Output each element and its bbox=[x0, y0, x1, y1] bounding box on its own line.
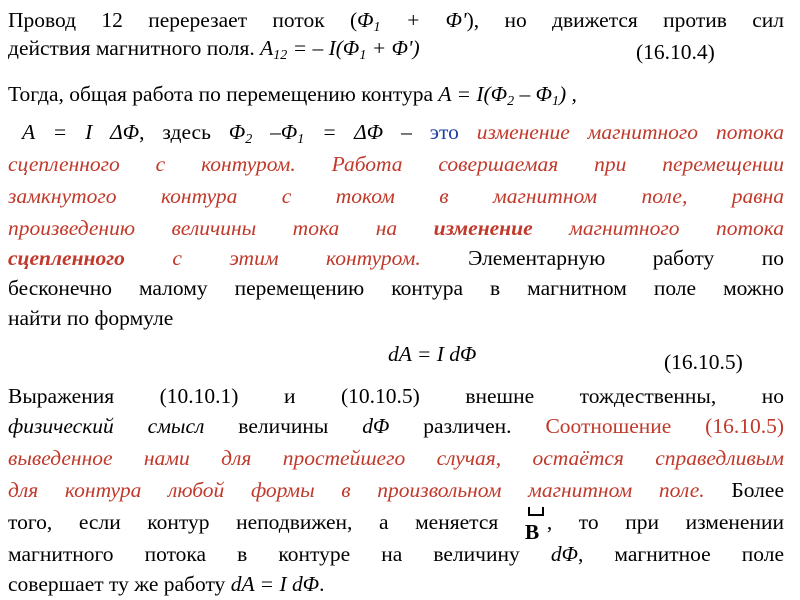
subscript: 2 bbox=[507, 94, 515, 109]
text-line bbox=[22, 118, 784, 146]
vector-arrow bbox=[528, 514, 544, 516]
text-run: Φ bbox=[357, 8, 374, 32]
text-run: для контура любой формы в произвольном магнитном поле. bbox=[8, 478, 705, 502]
text-run: величины bbox=[204, 414, 363, 438]
text-run: физический смысл bbox=[8, 414, 205, 438]
text-run: = ΔΦ bbox=[304, 120, 384, 144]
subscript: 12 bbox=[273, 48, 288, 63]
text-run: , то при изменении bbox=[546, 510, 784, 534]
text-run: совершает ту же работу bbox=[8, 572, 231, 596]
text-run: . bbox=[319, 572, 325, 596]
text-run: Элементарную работу по bbox=[420, 246, 785, 270]
text-line bbox=[8, 6, 784, 34]
formula: A = I ΔΦ bbox=[22, 120, 140, 144]
text-run: B bbox=[524, 520, 540, 544]
text-run: = – I(Φ bbox=[287, 36, 360, 60]
text-line bbox=[8, 476, 784, 504]
equation-number: (16.10.5) bbox=[664, 350, 743, 374]
text-line: Выражения (10.10.1) и (10.10.5) внешне тождественны, но bbox=[8, 384, 784, 408]
text-run: + Φ') bbox=[366, 36, 420, 60]
equation-number: (16.10.4) bbox=[636, 40, 715, 64]
text-run: dΦ bbox=[550, 542, 578, 566]
text-line bbox=[8, 570, 784, 598]
text-run: –Φ bbox=[252, 120, 298, 144]
subscript: 1 bbox=[551, 94, 559, 109]
text-run: различен. bbox=[389, 414, 546, 438]
text-run: сцепленного bbox=[8, 246, 125, 270]
text-run: – bbox=[383, 120, 430, 144]
text-run: dA = I dΦ bbox=[230, 572, 320, 596]
text-line: бесконечно малому перемещению контура в магнитном поле можно bbox=[8, 276, 784, 300]
text-run: произведению величины тока на bbox=[8, 216, 434, 240]
text-run: , магнитное поле bbox=[577, 542, 784, 566]
subscript: 1 bbox=[373, 20, 381, 35]
text-run: Соотношение (16.10.5) bbox=[545, 414, 785, 438]
text-run: с этим контуром. bbox=[124, 246, 421, 270]
text-run: A bbox=[260, 36, 274, 60]
text-run: + Φ' bbox=[380, 8, 467, 32]
formula: – Φ bbox=[514, 82, 552, 106]
text-line: замкнутого контура с током в магнитном поле, равна bbox=[8, 184, 784, 208]
text-run: магнитного потока в контуре на величину bbox=[8, 542, 551, 566]
text-run: Φ bbox=[228, 120, 246, 144]
text-line: выведенное нами для простейшего случая, остаётся справедливым bbox=[8, 446, 784, 470]
text-run: Провод 12 перерезает поток ( bbox=[8, 8, 358, 32]
formula: A = I(Φ bbox=[438, 82, 508, 106]
subscript: 1 bbox=[297, 132, 305, 147]
text-run: изменение магнитного потока bbox=[458, 120, 784, 144]
formula: dA = I dΦ bbox=[388, 342, 477, 366]
text-run: сцепленного с контуром. bbox=[8, 152, 296, 176]
text-run: действия магнитного поля. bbox=[8, 36, 261, 60]
text-run: Тогда, общая работа по перемещению контура bbox=[8, 82, 439, 106]
text-line bbox=[8, 150, 784, 178]
text-run: изменение bbox=[433, 216, 533, 240]
text-run: Более bbox=[704, 478, 784, 502]
subscript: 1 bbox=[359, 48, 367, 63]
text-run: Работа совершаемая при перемещении bbox=[295, 152, 784, 176]
text-run: того, если контур неподвижен, а меняется bbox=[8, 510, 525, 534]
text-run: , здесь bbox=[139, 120, 229, 144]
text-line bbox=[8, 214, 784, 242]
text-run: ), но движется против сил bbox=[466, 8, 784, 32]
text-line bbox=[8, 412, 784, 440]
text-line bbox=[8, 540, 784, 568]
text-run: магнитного потока bbox=[532, 216, 784, 240]
subscript: 2 bbox=[245, 132, 253, 147]
text-line bbox=[8, 244, 784, 272]
formula: ) , bbox=[558, 82, 577, 106]
text-run: это bbox=[429, 120, 459, 144]
text-run: dΦ bbox=[362, 414, 390, 438]
text-line: найти по формуле bbox=[8, 306, 174, 330]
text-line bbox=[8, 80, 784, 108]
